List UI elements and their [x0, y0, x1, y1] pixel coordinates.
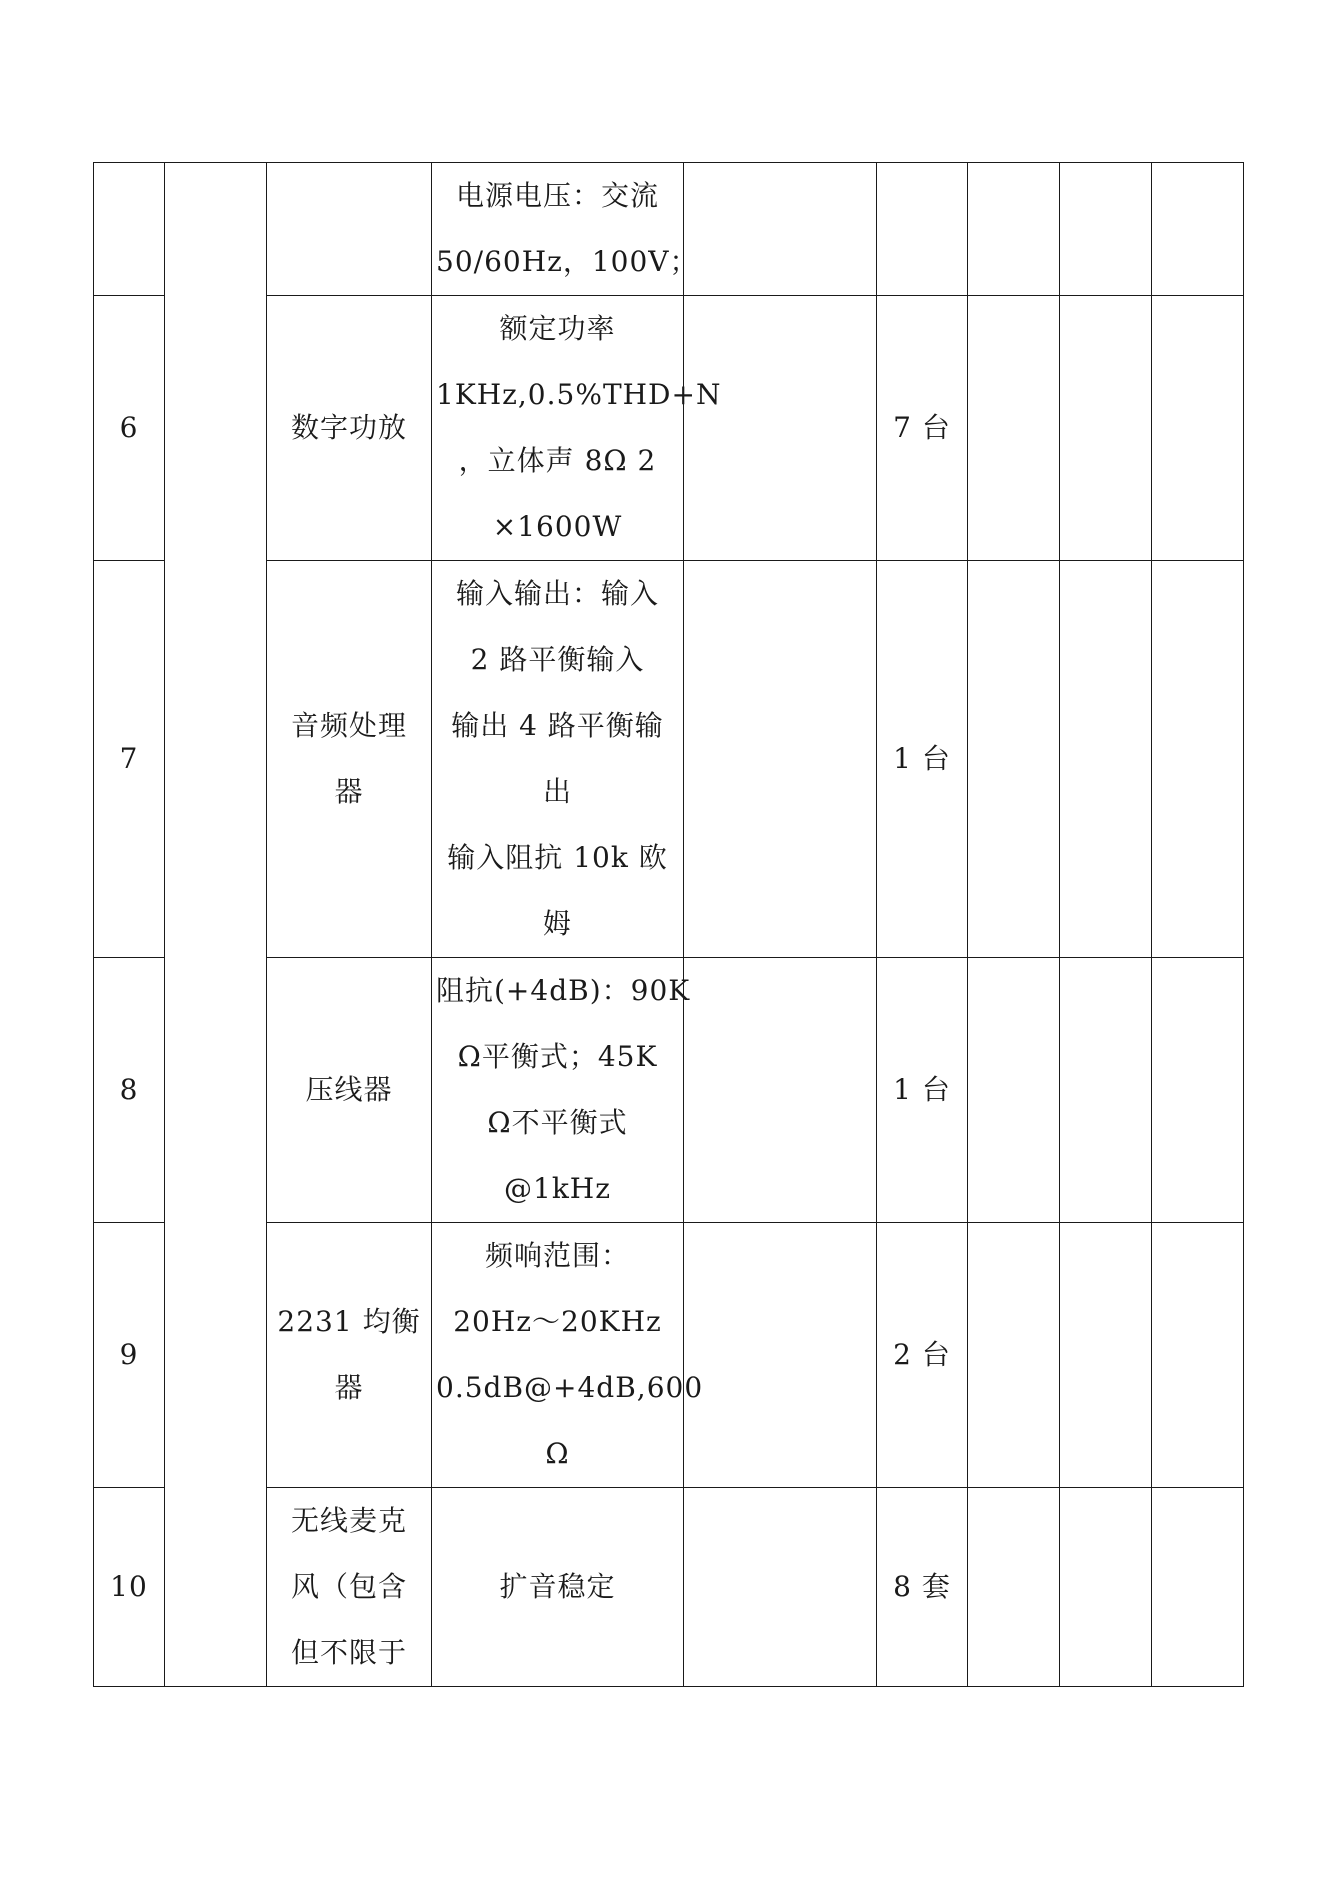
spec-cell	[432, 1223, 704, 1488]
empty-cell	[684, 958, 877, 1223]
item-name-line: 但不限于	[290, 1636, 407, 1669]
spec-line: 输入输出：输入	[455, 577, 659, 610]
empty-cell	[1060, 1223, 1152, 1488]
row-number: 8	[119, 1073, 139, 1106]
row-number: 9	[119, 1338, 139, 1371]
row-number-cell	[94, 1488, 165, 1687]
row-number-cell	[94, 1223, 165, 1488]
quantity-cell	[877, 1223, 968, 1488]
empty-cell	[684, 163, 877, 296]
spec-cell	[432, 958, 691, 1223]
empty-cell	[1060, 561, 1152, 958]
empty-cell	[968, 296, 1060, 561]
quantity: 1 台	[893, 1073, 951, 1106]
spec-line: Ω	[545, 1437, 570, 1470]
quantity-cell	[877, 958, 968, 1223]
spec-cell	[432, 561, 684, 958]
quantity: 1 台	[893, 742, 951, 775]
empty-cell	[1152, 561, 1244, 958]
spec-line: 0.5dB@+4dB,600	[436, 1371, 704, 1404]
table-row	[94, 561, 1244, 958]
category-cell	[165, 163, 267, 1687]
item-name-cell	[267, 163, 432, 296]
item-name-line: 数字功放	[290, 411, 407, 444]
table-row	[94, 163, 1244, 296]
quantity: 8 套	[893, 1570, 951, 1603]
empty-cell	[1152, 1223, 1244, 1488]
empty-cell	[684, 561, 877, 958]
empty-cell	[684, 1223, 877, 1488]
item-name-line: 器	[334, 775, 364, 808]
spec-line: 频响范围：	[484, 1239, 630, 1272]
empty-cell	[968, 561, 1060, 958]
empty-cell	[968, 1223, 1060, 1488]
empty-cell	[1152, 163, 1244, 296]
empty-cell	[1060, 1488, 1152, 1687]
item-name-line: 风（包含	[290, 1570, 407, 1603]
spec-line: Ω不平衡式	[487, 1106, 628, 1139]
quantity: 2 台	[893, 1338, 951, 1371]
quantity-cell	[877, 561, 968, 958]
empty-cell	[1152, 958, 1244, 1223]
quantity: 7 台	[893, 411, 951, 444]
quantity-cell	[877, 296, 968, 561]
item-name-cell	[267, 1488, 432, 1687]
empty-cell	[1152, 1488, 1244, 1687]
spec-cell	[432, 163, 699, 296]
spec-line: 20Hz～20KHz	[453, 1305, 662, 1338]
table-body	[94, 163, 1244, 1687]
row-number-cell	[94, 296, 165, 561]
item-name-cell	[267, 958, 432, 1223]
item-name-cell	[267, 1223, 432, 1488]
row-number-cell	[94, 163, 165, 296]
empty-cell	[684, 1488, 877, 1687]
quantity-cell	[877, 1488, 968, 1687]
row-number: 10	[110, 1570, 148, 1603]
empty-cell	[968, 163, 1060, 296]
item-name-line: 2231 均衡	[277, 1305, 421, 1338]
spec-cell	[432, 1488, 684, 1687]
spec-line: 扩音稳定	[499, 1570, 616, 1603]
empty-cell	[1060, 296, 1152, 561]
spec-line: @1kHz	[504, 1172, 611, 1205]
table-row	[94, 958, 1244, 1223]
spec-line: ，立体声 8Ω 2	[458, 444, 657, 477]
spec-line: 额定功率	[499, 312, 616, 345]
table-row	[94, 1488, 1244, 1687]
item-name-line: 无线麦克	[290, 1504, 407, 1537]
quantity-cell	[877, 163, 968, 296]
row-number: 7	[119, 742, 139, 775]
row-number-cell	[94, 561, 165, 958]
spec-line: 出	[542, 775, 572, 808]
row-number-cell	[94, 958, 165, 1223]
spec-line: 阻抗(+4dB)：90K	[436, 974, 691, 1007]
spec-line: Ω平衡式；45K	[457, 1040, 658, 1073]
spec-line: 姆	[542, 907, 572, 940]
spec-line: 2 路平衡输入	[470, 643, 645, 676]
spec-line: 电源电压：交流	[455, 179, 659, 212]
item-name-cell	[267, 296, 432, 561]
empty-cell	[1060, 958, 1152, 1223]
row-number: 6	[119, 411, 139, 444]
spec-line: 输入阻抗 10k 欧	[447, 841, 668, 874]
empty-cell	[1060, 163, 1152, 296]
spec-cell	[432, 296, 722, 561]
spec-line: 50/60Hz，100V；	[436, 245, 699, 278]
empty-cell	[968, 1488, 1060, 1687]
empty-cell	[684, 296, 877, 561]
item-name-line: 器	[334, 1371, 364, 1404]
spec-line: 输出 4 路平衡输	[451, 709, 664, 742]
table-row	[94, 296, 1244, 561]
item-name-cell	[267, 561, 432, 958]
item-name-line: 压线器	[305, 1073, 393, 1106]
empty-cell	[968, 958, 1060, 1223]
spec-line: ×1600W	[492, 510, 623, 543]
table-row	[94, 1223, 1244, 1488]
equipment-spec-table	[93, 162, 1244, 1687]
empty-cell	[1152, 296, 1244, 561]
item-name-line: 音频处理	[290, 709, 407, 742]
spec-line: 1KHz,0.5%THD+N	[436, 378, 722, 411]
